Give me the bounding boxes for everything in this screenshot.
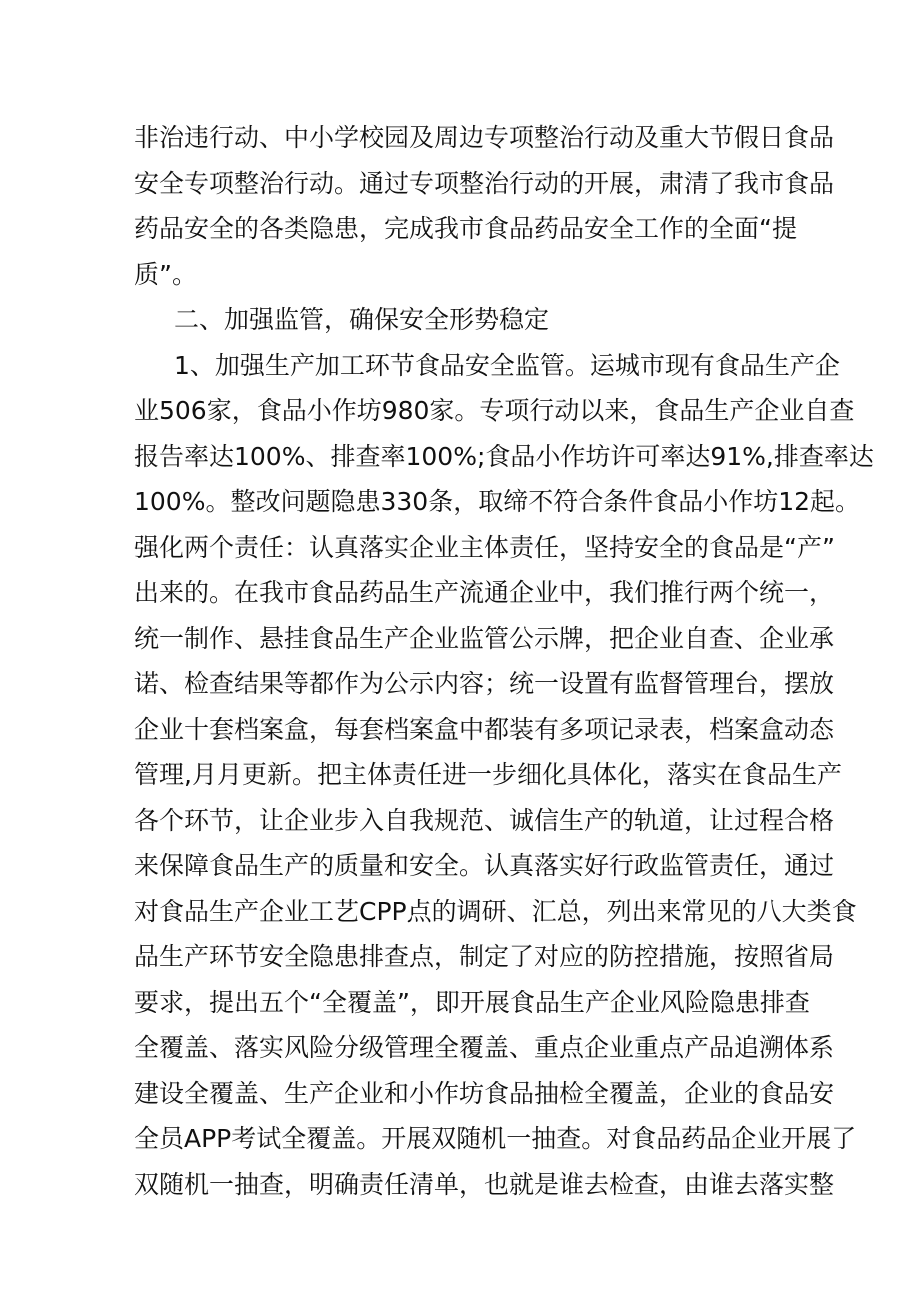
text-line: 企业十套档案盒，每套档案盒中都装有多项记录表，档案盒动态 <box>134 714 835 744</box>
text-line: 100%。整改问题隐患330条，取缔不符合条件食品小作坊12起。 <box>134 487 861 516</box>
text-line: 对食品生产企业工艺CPP点的调研、汇总，列出来常见的八大类食 <box>134 896 857 926</box>
text-line: 统一制作、悬挂食品生产企业监管公示牌，把企业自查、企业承 <box>134 623 835 653</box>
text-line: 全覆盖、落实风险分级管理全覆盖、重点企业重点产品追溯体系 <box>134 1033 835 1062</box>
text-line: 诺、检查结果等都作为公示内容；统一设置有监督管理台，摆放 <box>134 669 835 698</box>
text-line: 报告率达100%、排查率100%;食品小作坊许可率达91%,排查率达 <box>134 441 874 471</box>
text-line: 建设全覆盖、生产企业和小作坊食品抽检全覆盖，企业的食品安 <box>134 1078 835 1108</box>
text-line: 来保障食品生产的质量和安全。认真落实好行政监管责任，通过 <box>134 851 835 880</box>
text-line: 出来的。在我市食品药品生产流通企业中，我们推行两个统一， <box>134 578 835 607</box>
text-line: 各个环节，让企业步入自我规范、诚信生产的轨道，让过程合格 <box>134 805 835 835</box>
text-line: 1、加强生产加工环节食品安全监管。运城市现有食品生产企 <box>174 350 840 380</box>
text-line: 业506家，食品小作坊980家。专项行动以来，食品生产企业自查 <box>134 396 855 425</box>
text-line: 双随机一抽查，明确责任清单，也就是谁去检查，由谁去落实整 <box>134 1169 835 1199</box>
text-line: 品生产环节安全隐患排查点，制定了对应的防控措施，按照省局 <box>134 942 835 971</box>
text-line: 药品安全的各类隐患，完成我市食品药品安全工作的全面“提 <box>134 214 797 243</box>
text-line: 质”。 <box>134 259 197 289</box>
text-line: 管理,月月更新。把主体责任进一步细化具体化，落实在食品生产 <box>134 760 842 789</box>
section-heading: 二、加强监管，确保安全形势稳定 <box>174 305 550 334</box>
text-line: 强化两个责任：认真落实企业主体责任，坚持安全的食品是“产” <box>134 532 835 562</box>
document-body <box>134 115 874 1207</box>
text-line: 非治违行动、中小学校园及周边专项整治行动及重大节假日食品 <box>134 123 835 152</box>
text-line: 要求，提出五个“全覆盖”，即开展食品生产企业风险隐患排查 <box>134 987 810 1017</box>
text-line: 安全专项整治行动。通过专项整治行动的开展，肃清了我市食品 <box>134 168 835 198</box>
text-line: 全员APP考试全覆盖。开展双随机一抽查。对食品药品企业开展了 <box>134 1124 857 1153</box>
